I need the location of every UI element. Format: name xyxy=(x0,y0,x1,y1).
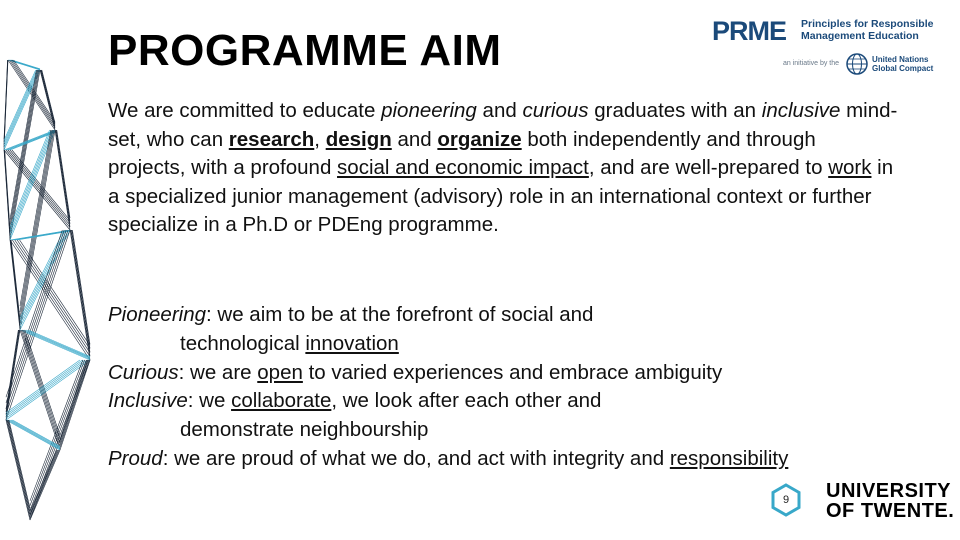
page-number: 9 xyxy=(782,494,790,506)
prme-tagline-1: Principles for Responsible xyxy=(801,18,934,30)
decoration-line xyxy=(57,130,70,218)
decoration-line xyxy=(30,360,83,501)
decoration-line xyxy=(5,150,10,229)
value-term: Inclusive xyxy=(108,389,188,413)
values-list xyxy=(108,301,918,474)
value-term: Proud xyxy=(108,446,163,470)
decoration-line xyxy=(30,450,56,512)
paragraph-text: graduates with an xyxy=(588,99,762,122)
decoration-line xyxy=(11,240,20,319)
decoration-line xyxy=(6,330,18,409)
decoration-line xyxy=(6,330,19,415)
decoration-line xyxy=(6,330,20,420)
decoration-line xyxy=(4,60,8,139)
emphasis-text: research xyxy=(228,127,315,151)
value-pioneering: Pioneering: we aim to be at the forefront of social and xyxy=(108,303,594,326)
emphasis-text: organize xyxy=(437,127,522,151)
value-pioneering-continued: technological innovation xyxy=(180,331,399,355)
decoration-line xyxy=(41,70,55,125)
decoration-line xyxy=(8,420,60,449)
decoration-line xyxy=(6,230,64,403)
decoration-line xyxy=(20,330,90,360)
aim-paragraph xyxy=(108,97,898,240)
decoration-line xyxy=(12,420,60,446)
decoration-line xyxy=(6,230,68,414)
value-term: Pioneering xyxy=(108,303,207,326)
paragraph-text: We are committed to educate xyxy=(108,99,382,122)
slide-title: PROGRAMME AIM xyxy=(108,26,502,75)
prme-tagline-2: Management Education xyxy=(801,30,919,42)
initiative-label: an initiative by the xyxy=(783,60,840,67)
decoration-line xyxy=(22,330,60,443)
emphasis-text: curious xyxy=(522,99,589,122)
decoration-line xyxy=(7,420,30,514)
decoration-line xyxy=(42,70,55,123)
decoration-line xyxy=(41,70,55,126)
decoration-line xyxy=(30,450,57,514)
paragraph-text: in a specialized junior management (advisory) role in an international context or further specialize in a Ph.D or PDEng programme. xyxy=(108,156,894,236)
decoration-line xyxy=(70,230,90,360)
paragraph-text: and xyxy=(476,99,523,122)
emphasis-text: pioneering xyxy=(381,99,477,122)
value-inclusive: Inclusive: we collaborate, we look after each other and xyxy=(108,389,602,413)
decoration-line xyxy=(40,70,55,130)
paragraph-text: , xyxy=(314,127,326,151)
decoration-line xyxy=(10,132,55,150)
value-curious: Curious: we are open to varied experiences and embrace ambiguity xyxy=(108,360,723,384)
decoration-line xyxy=(4,70,39,148)
decoration-line xyxy=(25,330,60,436)
paragraph-text: , and are well-prepared to xyxy=(588,156,829,179)
decoration-line xyxy=(72,230,90,348)
paragraph-text: mind-set, who can xyxy=(108,99,898,151)
emphasis-text: social and economic impact xyxy=(337,156,589,179)
decoration-line xyxy=(56,130,70,224)
paragraph-text: and xyxy=(391,127,438,151)
university-logo-line-1: UNIVERSITY xyxy=(826,480,952,502)
emphasis-text: inclusive xyxy=(761,99,841,122)
geometric-line-decoration xyxy=(0,0,110,540)
value-term: Curious xyxy=(108,360,179,384)
emphasis-text: work xyxy=(828,156,872,179)
decoration-line xyxy=(7,420,30,517)
prme-wordmark: PRME xyxy=(712,16,787,46)
decoration-line xyxy=(28,330,90,356)
emphasis-text: design xyxy=(325,127,392,151)
decoration-line xyxy=(8,420,30,511)
decoration-line xyxy=(20,230,66,321)
decoration-line xyxy=(56,130,70,221)
value-proud: Proud: we are proud of what we do, and act with integrity and responsibility xyxy=(108,446,789,470)
decoration-line xyxy=(60,360,90,450)
un-label-1: United Nations xyxy=(872,55,929,64)
paragraph-text: both independently and through projects, with a profound xyxy=(108,127,816,179)
prme-logo xyxy=(712,14,942,82)
decoration-line xyxy=(30,450,59,518)
decoration-line xyxy=(24,330,60,439)
un-label-2: Global Compact xyxy=(872,64,934,73)
decoration-line xyxy=(26,330,90,357)
decoration-line xyxy=(9,420,30,508)
decoration-line xyxy=(71,230,90,352)
decoration-line xyxy=(6,420,30,520)
decoration-line xyxy=(30,450,58,516)
decoration-line xyxy=(71,230,90,356)
university-logo-line-2: OF TWENTE. xyxy=(826,500,955,522)
value-inclusive-continued: demonstrate neighbourship xyxy=(180,418,429,442)
un-globe-icon xyxy=(845,52,869,76)
